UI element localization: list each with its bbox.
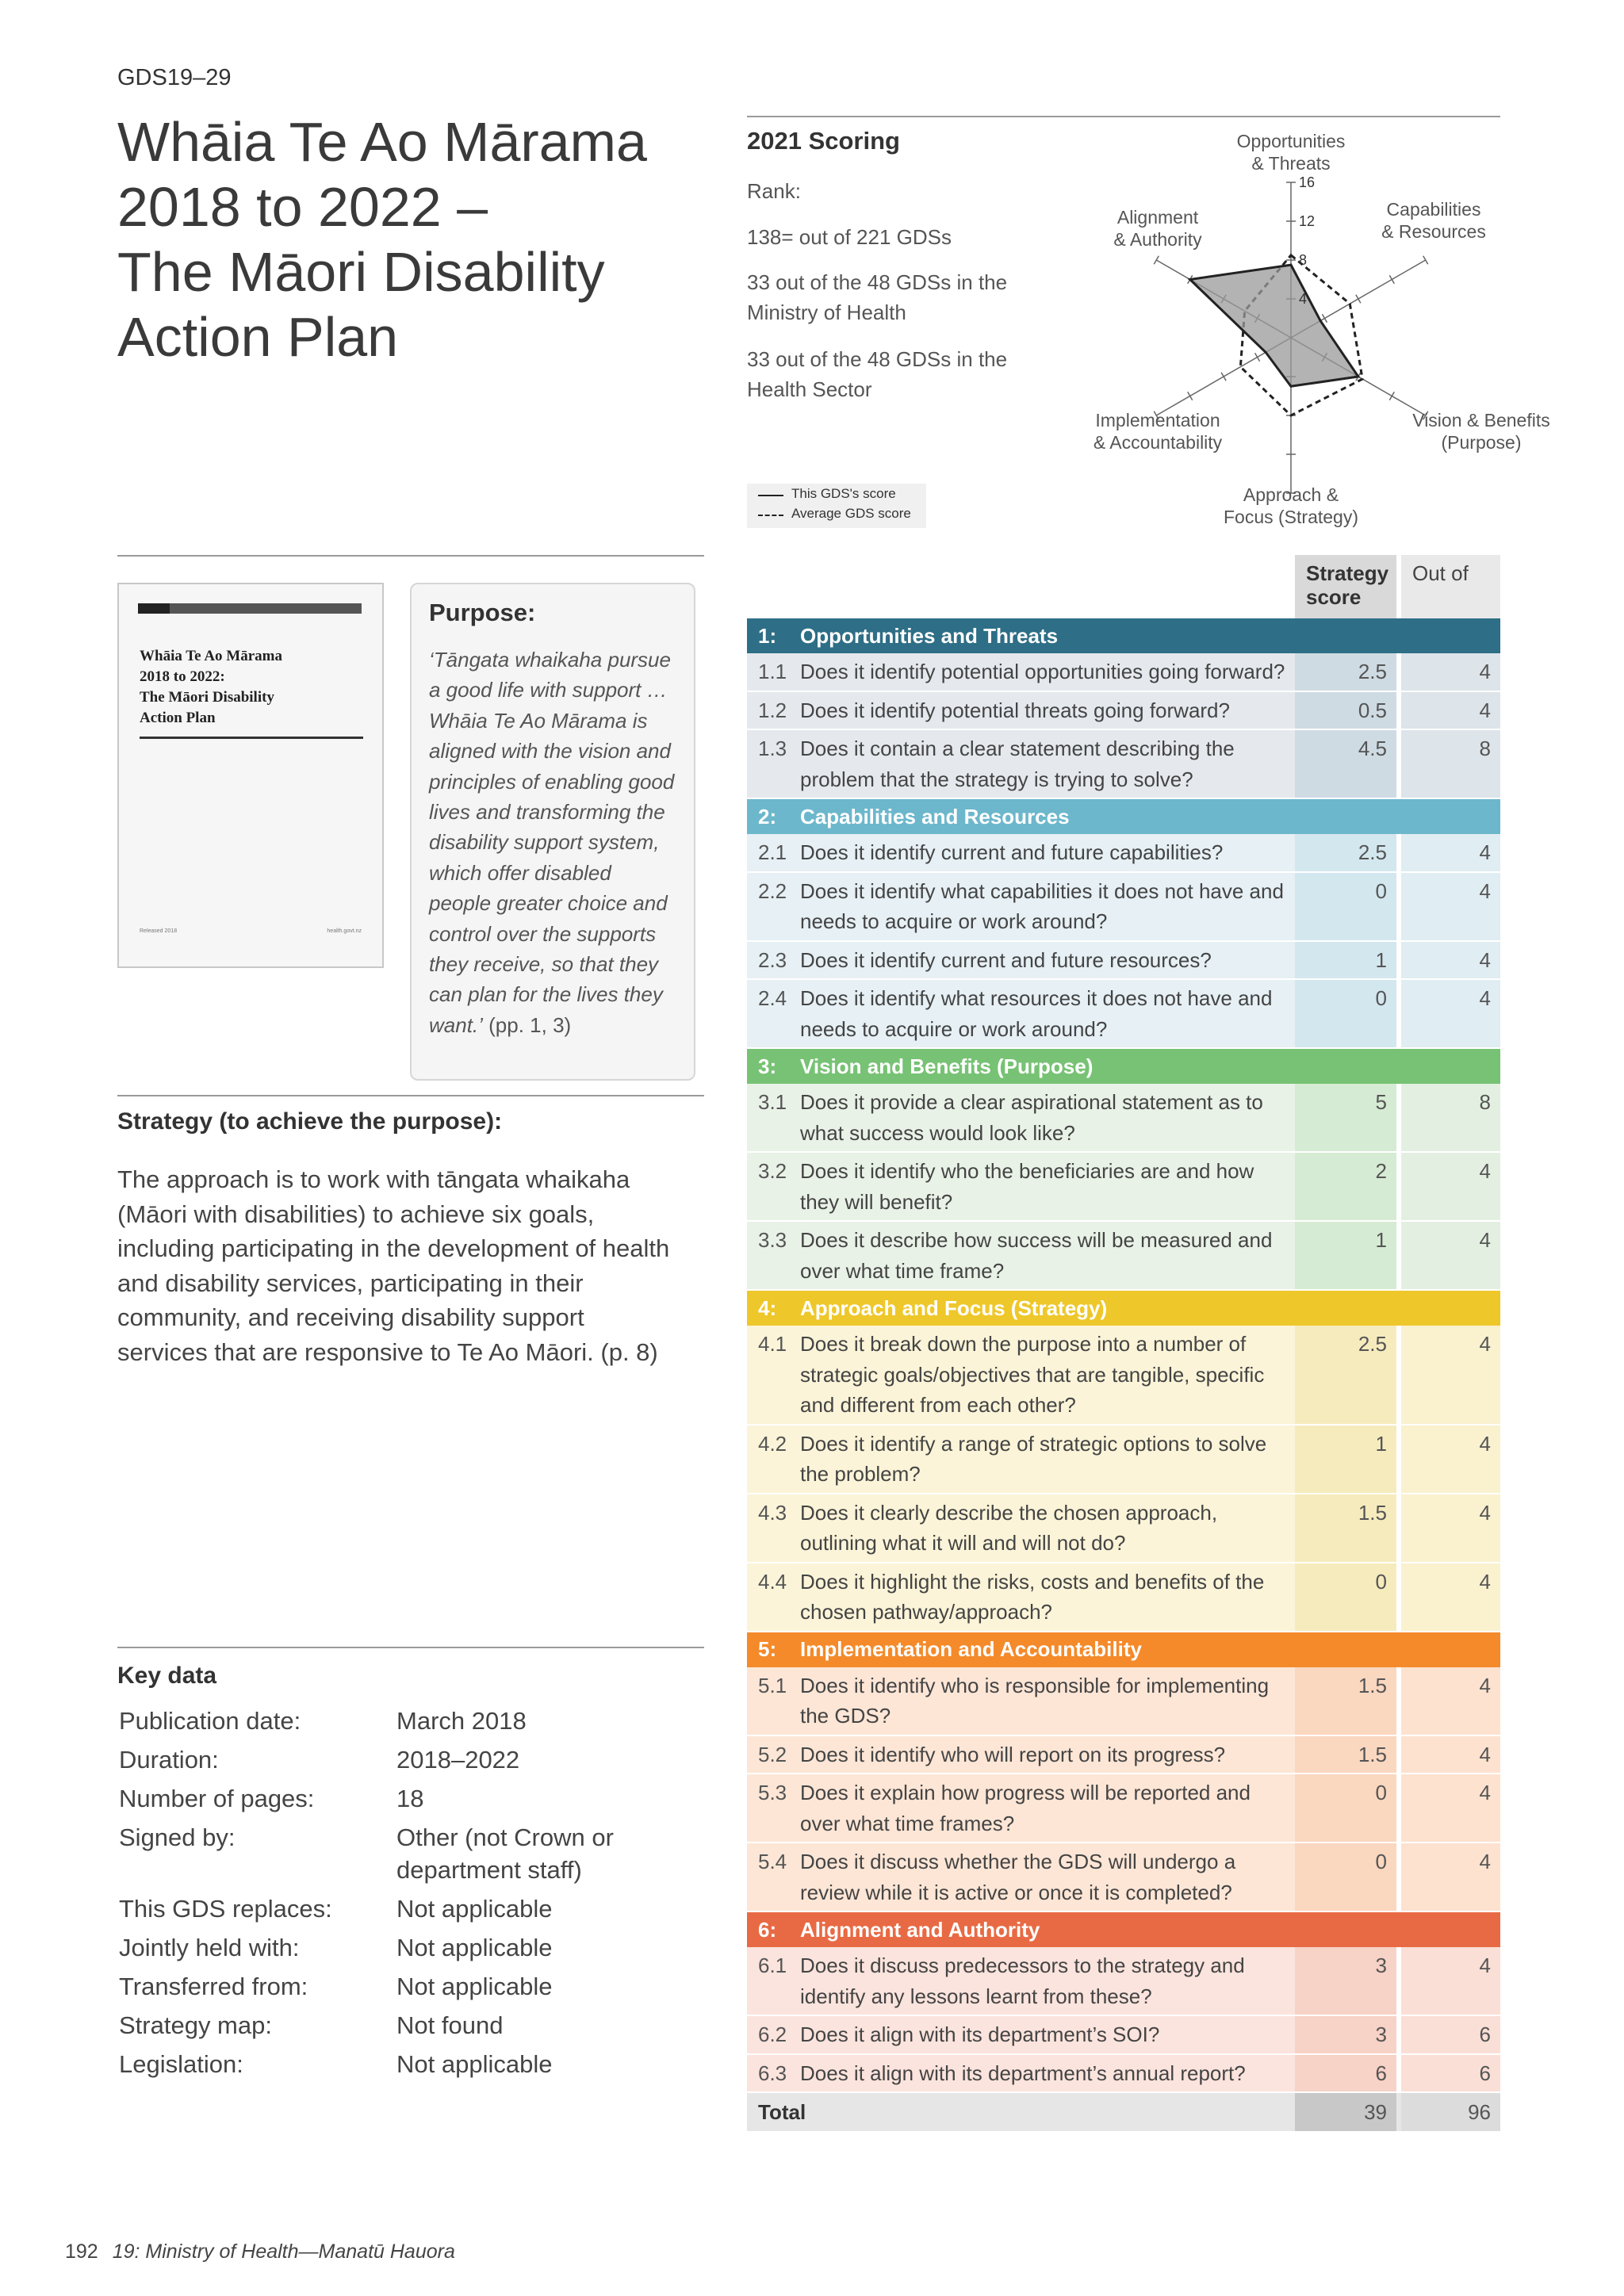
- table-row: [747, 1153, 1500, 1222]
- left-rule-2: [117, 1095, 704, 1096]
- table-row: [747, 1425, 1500, 1494]
- table-row: [747, 873, 1500, 942]
- key-data-list: [119, 1705, 690, 2087]
- purpose-heading: Purpose:: [429, 599, 536, 626]
- table-row: [747, 730, 1500, 799]
- out-of-cell: 6: [1401, 2055, 1500, 2092]
- question-number: 2.1: [747, 834, 800, 871]
- question-number: 3.3: [747, 1222, 800, 1289]
- out-of-cell: 4: [1401, 1494, 1500, 1562]
- question-text: Does it identify a range of strategic options to solve the problem?: [800, 1425, 1295, 1493]
- key-data-row: [119, 1931, 690, 1964]
- this-gds-score-polygon: [1190, 265, 1358, 386]
- strategy-score-cell: 1.5: [1295, 1494, 1396, 1562]
- question-number: 1.3: [747, 730, 800, 798]
- total-label: Total: [758, 2099, 806, 2124]
- out-of-cell: 4: [1401, 1222, 1500, 1289]
- col-strategy-score: Strategy score: [1295, 555, 1396, 618]
- radar-axis-tick: [1389, 275, 1394, 283]
- radar-axis-tick: [1154, 256, 1159, 264]
- key-data-row: [119, 2009, 690, 2042]
- total-outof: 96: [1401, 2093, 1500, 2131]
- out-of-cell: 4: [1401, 1326, 1500, 1424]
- purpose-quote: ‘Tāngata whaikaha pursue a good life with support … Whāia Te Ao Mārama is aligned with the vision and principles of enabling good lives and transforming the disability support system, which offer disabled people greater choice and control over the supports they receive, so that they can plan for the lives they want.’: [429, 648, 675, 1037]
- section-number: 1:: [758, 623, 777, 648]
- table-row: [747, 1843, 1500, 1912]
- radar-axis-tick: [1389, 392, 1394, 400]
- left-rule-3: [117, 1647, 704, 1648]
- total-score: 39: [1295, 2093, 1396, 2131]
- section-header: [747, 1912, 1500, 1947]
- question-number: 5.2: [747, 1736, 800, 1774]
- table-row: [747, 1667, 1500, 1736]
- legend-this-label: This GDS's score: [791, 486, 896, 501]
- radar-axis-label: Alignment & Authority: [1113, 207, 1202, 250]
- question-number: 6.3: [747, 2055, 800, 2092]
- rank-sector: 33 out of the 48 GDSs in the Health Sector: [747, 347, 1008, 401]
- radar-scale-tick-label: 8: [1299, 252, 1308, 268]
- section-number: 3:: [758, 1054, 777, 1078]
- scoring-heading: 2021 Scoring: [747, 127, 900, 155]
- table-row: [747, 980, 1500, 1049]
- key-data-label: Duration:: [119, 1746, 219, 1774]
- table-row: [747, 942, 1500, 981]
- key-data-value: Other (not Crown or department staff): [396, 1823, 614, 1884]
- radar-axis-tick: [1221, 373, 1226, 381]
- key-data-row: [119, 1705, 690, 1737]
- radar-axis-tick: [1356, 295, 1361, 303]
- radar-chart: [1055, 119, 1550, 547]
- section-header: [747, 799, 1500, 834]
- question-text: Does it identify current and future capabilities?: [800, 834, 1295, 871]
- out-of-cell: 4: [1401, 1667, 1500, 1735]
- table-row: [747, 692, 1500, 731]
- table-row: [747, 1947, 1500, 2016]
- key-data-heading: Key data: [117, 1663, 217, 1689]
- strategy-score-cell: 1.5: [1295, 1667, 1396, 1735]
- key-data-label: Publication date:: [119, 1707, 301, 1735]
- rank-label: Rank:: [747, 179, 801, 203]
- out-of-cell: 4: [1401, 692, 1500, 729]
- question-text: Does it identify what capabilities it does not have and needs to acquire or work around?: [800, 873, 1295, 940]
- cover-footer-left: Released 2018: [140, 928, 178, 934]
- question-number: 5.1: [747, 1667, 800, 1735]
- strategy-score-cell: 0: [1295, 1774, 1396, 1842]
- key-data-value: March 2018: [396, 1707, 527, 1735]
- question-text: Does it identify what resources it does not have and needs to acquire or work around?: [800, 980, 1295, 1047]
- strategy-score-cell: 2: [1295, 1153, 1396, 1220]
- radar-axis-label: Vision & Benefits (Purpose): [1412, 410, 1550, 453]
- table-row: [747, 1563, 1500, 1632]
- question-text: Does it describe how success will be measured and over what time frame?: [800, 1222, 1295, 1289]
- section-header: [747, 1632, 1500, 1667]
- key-data-label: Strategy map:: [119, 2011, 272, 2039]
- table-row: [747, 1736, 1500, 1775]
- strategy-score-cell: 1: [1295, 1222, 1396, 1289]
- scoring-top-rule: [747, 116, 1500, 117]
- out-of-cell: 4: [1401, 653, 1500, 691]
- section-header: [747, 1049, 1500, 1084]
- out-of-cell: 4: [1401, 980, 1500, 1047]
- strategy-text: The approach is to work with tāngata whaikaha (Māori with disabilities) to achieve six goals, including participating in the development of health and disability services, participating in their community, and receiving disability support services that are responsive to Te Ao Māori. (p. 8): [117, 1165, 670, 1366]
- question-number: 2.4: [747, 980, 800, 1047]
- key-data-value: Not found: [396, 2011, 504, 2039]
- table-header: [747, 555, 1500, 618]
- radar-scale-tick-label: 16: [1299, 174, 1316, 190]
- question-number: 1.1: [747, 653, 800, 691]
- table-row: [747, 2016, 1500, 2055]
- key-data-row: [119, 1821, 690, 1886]
- table-row: [747, 1084, 1500, 1153]
- key-data-value: Not applicable: [396, 1973, 553, 2000]
- out-of-cell: 8: [1401, 730, 1500, 798]
- question-text: Does it discuss whether the GDS will undergo a review while it is active or once it is completed?: [800, 1843, 1295, 1911]
- out-of-cell: 4: [1401, 1563, 1500, 1631]
- cover-top-bar: [138, 603, 362, 614]
- strategy-score-cell: 0: [1295, 980, 1396, 1047]
- out-of-cell: 4: [1401, 1843, 1500, 1911]
- key-data-label: Legislation:: [119, 2050, 243, 2078]
- question-number: 4.1: [747, 1326, 800, 1424]
- question-number: 4.4: [747, 1563, 800, 1631]
- radar-axis-tick: [1188, 392, 1193, 400]
- strategy-score-cell: 2.5: [1295, 1326, 1396, 1424]
- cover-rule: [140, 737, 363, 739]
- question-number: 2.3: [747, 942, 800, 979]
- strategy-score-cell: 0.5: [1295, 692, 1396, 729]
- key-data-row: [119, 1782, 690, 1815]
- table-row: [747, 653, 1500, 692]
- page-footer: [65, 2241, 455, 2263]
- table-row: [747, 834, 1500, 873]
- strategy-score-cell: 3: [1295, 1947, 1396, 2015]
- table-row: [747, 2055, 1500, 2094]
- total-row: [747, 2093, 1500, 2131]
- question-number: 1.2: [747, 692, 800, 729]
- rank-overall: 138= out of 221 GDSs: [747, 225, 952, 249]
- strategy-score-cell: 2.5: [1295, 834, 1396, 871]
- cover-title: Whāia Te Ao Mārama 2018 to 2022: The Māori Disability Action Plan: [140, 648, 282, 726]
- strategy-score-cell: 1: [1295, 942, 1396, 979]
- purpose-ref: (pp. 1, 3): [482, 1012, 572, 1037]
- section-header: [747, 618, 1500, 653]
- question-number: 6.2: [747, 2016, 800, 2053]
- question-number: 4.3: [747, 1494, 800, 1562]
- purpose-box: [410, 583, 695, 1081]
- radar-axis-tick: [1423, 256, 1428, 264]
- cover-logo: [138, 603, 170, 614]
- key-data-row: [119, 2048, 690, 2080]
- section-number: 2:: [758, 804, 777, 828]
- radar-axis-label: Approach & Focus (Strategy): [1224, 484, 1358, 527]
- strategy-score-cell: 0: [1295, 1843, 1396, 1911]
- radar-scale-tick-label: 12: [1299, 213, 1316, 229]
- strategy-heading: Strategy (to achieve the purpose):: [117, 1108, 503, 1135]
- footer-source: 19: Ministry of Health—Manatū Hauora: [112, 2241, 455, 2263]
- radar-axis-tick: [1255, 353, 1260, 361]
- key-data-value: 18: [396, 1785, 424, 1812]
- question-text: Does it identify potential threats going forward?: [800, 692, 1295, 729]
- radar-axis-tick: [1322, 314, 1327, 322]
- question-text: Does it align with its department’s annual report?: [800, 2055, 1295, 2092]
- key-data-value: Not applicable: [396, 1934, 553, 1961]
- section-header: [747, 1291, 1500, 1326]
- section-title: Approach and Focus (Strategy): [800, 1295, 1108, 1320]
- question-number: 5.4: [747, 1843, 800, 1911]
- section-title: Alignment and Authority: [800, 1917, 1040, 1942]
- question-number: 5.3: [747, 1774, 800, 1842]
- page-number: 192: [65, 2241, 98, 2263]
- question-text: Does it clearly describe the chosen approach, outlining what it will and will not do?: [800, 1494, 1295, 1562]
- key-data-label: Number of pages:: [119, 1785, 315, 1812]
- key-data-label: Signed by:: [119, 1823, 236, 1851]
- out-of-cell: 6: [1401, 2016, 1500, 2053]
- key-data-row: [119, 1970, 690, 2003]
- radar-axis-label: Opportunities & Threats: [1236, 131, 1346, 174]
- radar-axis-label: Capabilities & Resources: [1381, 199, 1486, 242]
- question-number: 3.2: [747, 1153, 800, 1220]
- out-of-cell: 4: [1401, 1153, 1500, 1220]
- legend-solid-line: [758, 495, 783, 496]
- out-of-cell: 4: [1401, 1947, 1500, 2015]
- strategy-score-cell: 3: [1295, 2016, 1396, 2053]
- cover-footer-right: health.govt.nz: [327, 928, 362, 934]
- rank-ministry: 33 out of the 48 GDSs in the Ministry of Health: [747, 270, 1008, 324]
- document-cover-thumbnail: [117, 583, 384, 968]
- table-row: [747, 1326, 1500, 1425]
- question-number: 2.2: [747, 873, 800, 940]
- question-number: 4.2: [747, 1425, 800, 1493]
- question-text: Does it provide a clear aspirational statement as to what success would look like?: [800, 1084, 1295, 1151]
- question-text: Does it identify who the beneficiaries are and how they will benefit?: [800, 1153, 1295, 1220]
- question-text: Does it highlight the risks, costs and benefits of the chosen pathway/approach?: [800, 1563, 1295, 1631]
- question-text: Does it identify who will report on its progress?: [800, 1736, 1295, 1774]
- question-text: Does it explain how progress will be reported and over what time frames?: [800, 1774, 1295, 1842]
- strategy-score-cell: 1.5: [1295, 1736, 1396, 1774]
- table-row: [747, 1494, 1500, 1563]
- scoring-table: [747, 555, 1500, 2131]
- strategy-score-cell: 0: [1295, 873, 1396, 940]
- key-data-label: This GDS replaces:: [119, 1895, 332, 1923]
- key-data-value: Not applicable: [396, 1895, 553, 1923]
- out-of-cell: 4: [1401, 1736, 1500, 1774]
- out-of-cell: 4: [1401, 873, 1500, 940]
- left-rule-1: [117, 555, 704, 557]
- question-number: 6.1: [747, 1947, 800, 2015]
- question-text: Does it discuss predecessors to the strategy and identify any lessons learnt from these?: [800, 1947, 1295, 2015]
- out-of-cell: 4: [1401, 834, 1500, 871]
- section-number: 6:: [758, 1917, 777, 1942]
- col-out-of: Out of: [1401, 555, 1500, 618]
- strategy-score-cell: 0: [1295, 1563, 1396, 1631]
- question-text: Does it identify potential opportunities going forward?: [800, 653, 1295, 691]
- strategy-score-cell: 2.5: [1295, 653, 1396, 691]
- section-title: Vision and Benefits (Purpose): [800, 1054, 1094, 1078]
- legend-dashed-line: [758, 515, 783, 516]
- strategy-score-cell: 6: [1295, 2055, 1396, 2092]
- question-text: Does it identify who is responsible for implementing the GDS?: [800, 1667, 1295, 1735]
- section-title: Capabilities and Resources: [800, 804, 1070, 828]
- key-data-label: Jointly held with:: [119, 1934, 300, 1961]
- question-text: Does it contain a clear statement describing the problem that the strategy is trying to solve?: [800, 730, 1295, 798]
- key-data-row: [119, 1743, 690, 1776]
- question-text: Does it align with its department’s SOI?: [800, 2016, 1295, 2053]
- section-title: Opportunities and Threats: [800, 623, 1059, 648]
- gds-code: GDS19–29: [117, 65, 232, 90]
- strategy-score-cell: 5: [1295, 1084, 1396, 1151]
- purpose-text: [429, 645, 676, 1040]
- out-of-cell: 4: [1401, 1425, 1500, 1493]
- strategy-score-cell: 1: [1295, 1425, 1396, 1493]
- section-number: 5:: [758, 1637, 777, 1661]
- legend-avg-label: Average GDS score: [791, 506, 911, 521]
- table-row: [747, 1222, 1500, 1291]
- key-data-value: 2018–2022: [396, 1746, 520, 1774]
- question-number: 3.1: [747, 1084, 800, 1151]
- key-data-value: Not applicable: [396, 2050, 553, 2078]
- out-of-cell: 4: [1401, 942, 1500, 979]
- out-of-cell: 4: [1401, 1774, 1500, 1842]
- section-title: Implementation and Accountability: [800, 1637, 1142, 1661]
- section-number: 4:: [758, 1295, 777, 1320]
- page-title: Whāia Te Ao Mārama 2018 to 2022 – The Māori Disability Action Plan: [117, 111, 647, 368]
- question-text: Does it break down the purpose into a number of strategic goals/objectives that are tangible, specific and different from each other?: [800, 1326, 1295, 1424]
- key-data-row: [119, 1892, 690, 1925]
- radar-scale-tick-label: 4: [1299, 291, 1308, 307]
- radar-axis-label: Implementation & Accountability: [1093, 410, 1223, 453]
- out-of-cell: 8: [1401, 1084, 1500, 1151]
- key-data-label: Transferred from:: [119, 1973, 308, 2000]
- strategy-score-cell: 4.5: [1295, 730, 1396, 798]
- table-row: [747, 1774, 1500, 1843]
- radar-legend: [747, 484, 926, 528]
- question-text: Does it identify current and future resources?: [800, 942, 1295, 979]
